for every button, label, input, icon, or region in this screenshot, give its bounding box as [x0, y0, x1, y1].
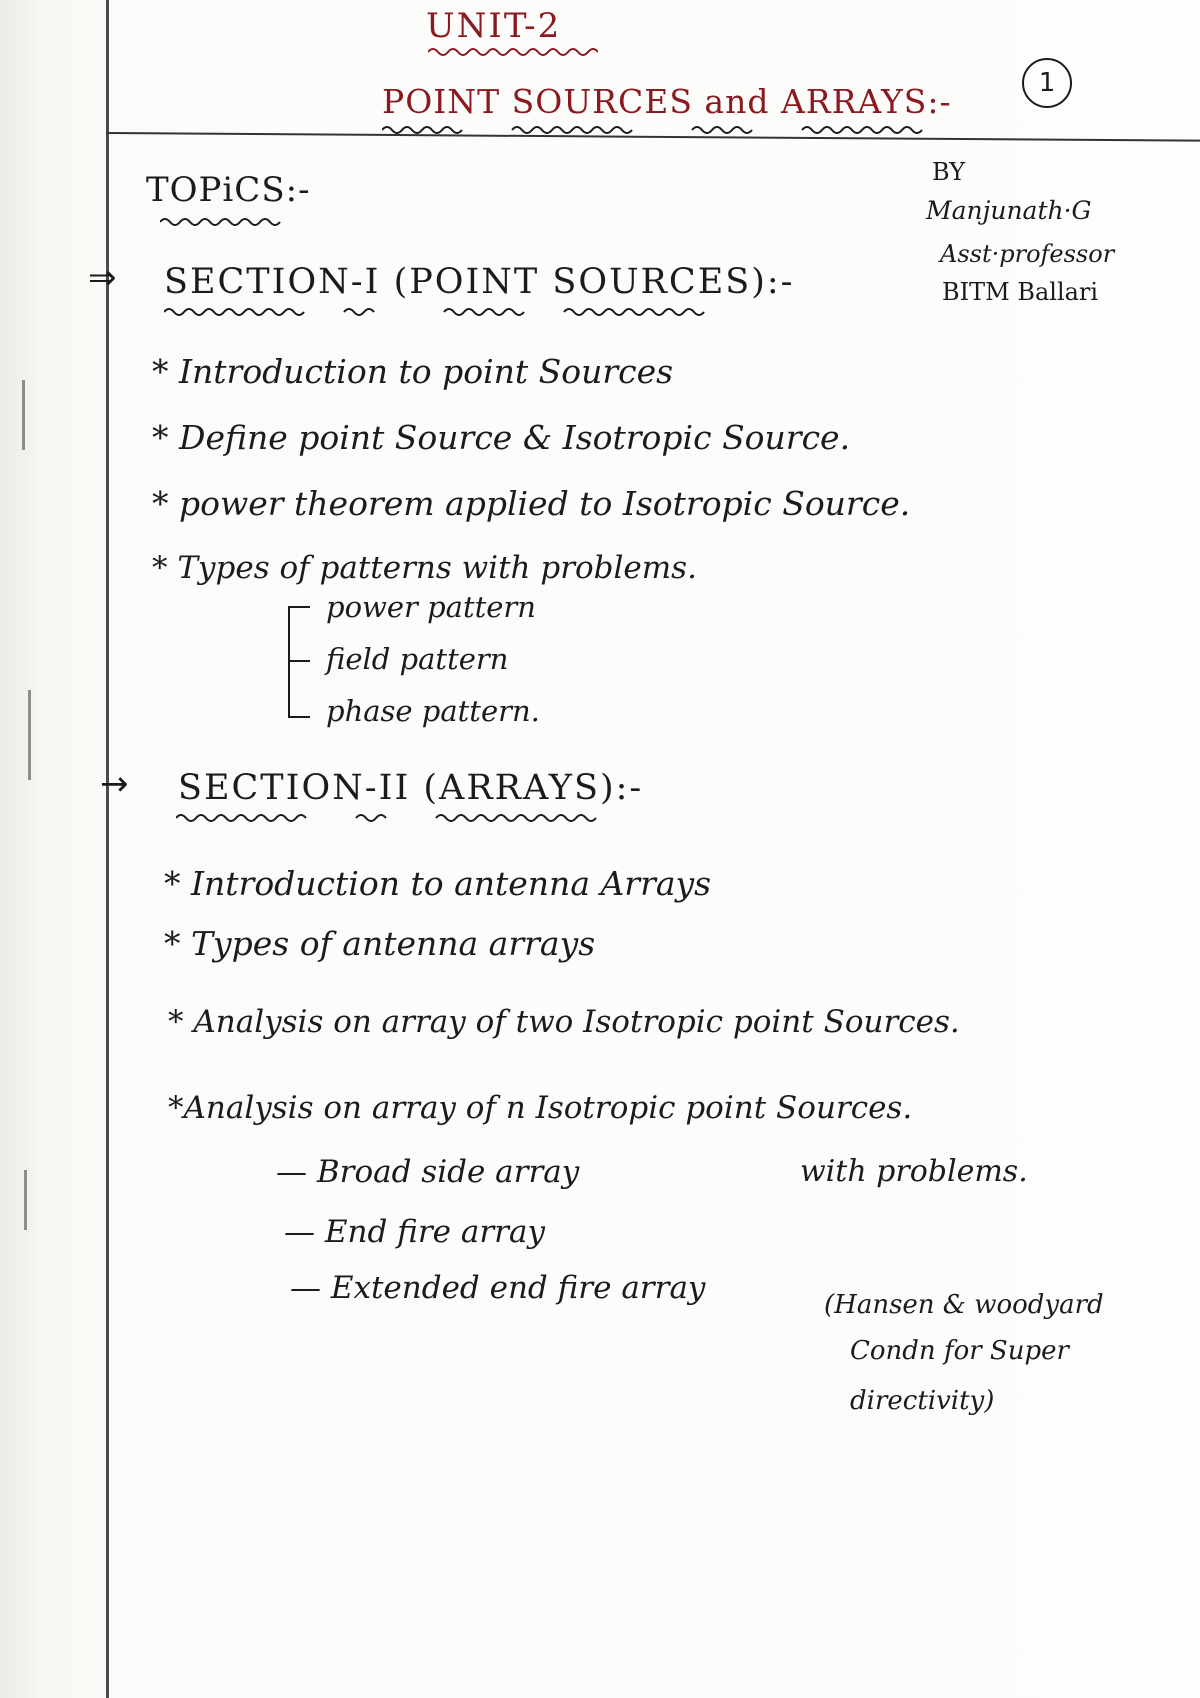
bracket-tick: [288, 716, 310, 718]
bracket-tick: [288, 606, 310, 608]
section2-subitem: — End fire array: [284, 1214, 545, 1250]
section2-item: * Types of antenna arrays: [164, 924, 596, 963]
author-by: BY: [932, 158, 966, 186]
section1-item: * Introduction to point Sources: [152, 352, 674, 391]
section2-subitem: — Extended end fire array: [290, 1270, 706, 1306]
section1-subitem: field pattern: [326, 642, 509, 676]
section-arrow-icon: ⇒: [88, 258, 117, 298]
section1-underline: [164, 306, 754, 318]
subitem-bracket: [288, 606, 290, 718]
extended-note-line: directivity): [850, 1386, 995, 1416]
section1-subitem: power pattern: [326, 590, 536, 624]
section2-item: * Introduction to antenna Arrays: [164, 864, 712, 903]
extended-note-line: (Hansen & woodyard: [824, 1290, 1104, 1320]
section-arrow-icon: →: [100, 764, 129, 804]
section1-subitem: phase pattern.: [326, 694, 540, 728]
unit-underline: [428, 46, 598, 58]
author-designation: Asst·professor: [940, 240, 1115, 268]
edge-mark: [28, 690, 31, 780]
with-problems-note: with problems.: [800, 1154, 1028, 1189]
section1-item: * Define point Source & Isotropic Source.: [152, 418, 851, 457]
section1-heading: SECTION-I (POINT SOURCES):-: [164, 262, 795, 302]
section2-heading: SECTION-II (ARRAYS):-: [178, 768, 644, 808]
section2-subitem: — Broad side array: [276, 1154, 580, 1190]
topics-underline: [160, 216, 284, 228]
section2-underline: [176, 812, 626, 824]
page-number: 1: [1022, 58, 1072, 108]
edge-mark: [24, 1170, 27, 1230]
section2-item: *Analysis on array of n Isotropic point Sources.: [168, 1090, 913, 1126]
topics-label: TOPiCS:-: [146, 170, 311, 210]
extended-note-line: Condn for Super: [850, 1336, 1069, 1366]
page-title: POINT SOURCES and ARRAYS:-: [382, 82, 952, 121]
author-name: Manjunath·G: [926, 196, 1092, 225]
bracket-tick: [288, 660, 310, 662]
section1-item: * Types of patterns with problems.: [152, 550, 697, 586]
title-underline: [382, 124, 942, 136]
unit-label: UNIT-2: [426, 6, 562, 46]
edge-mark: [22, 380, 25, 450]
margin-line: [106, 0, 109, 1698]
section2-item: * Analysis on array of two Isotropic point Sources.: [168, 1004, 960, 1040]
author-institute: BITM Ballari: [942, 278, 1099, 306]
section1-item: * power theorem applied to Isotropic Source.: [152, 484, 911, 523]
